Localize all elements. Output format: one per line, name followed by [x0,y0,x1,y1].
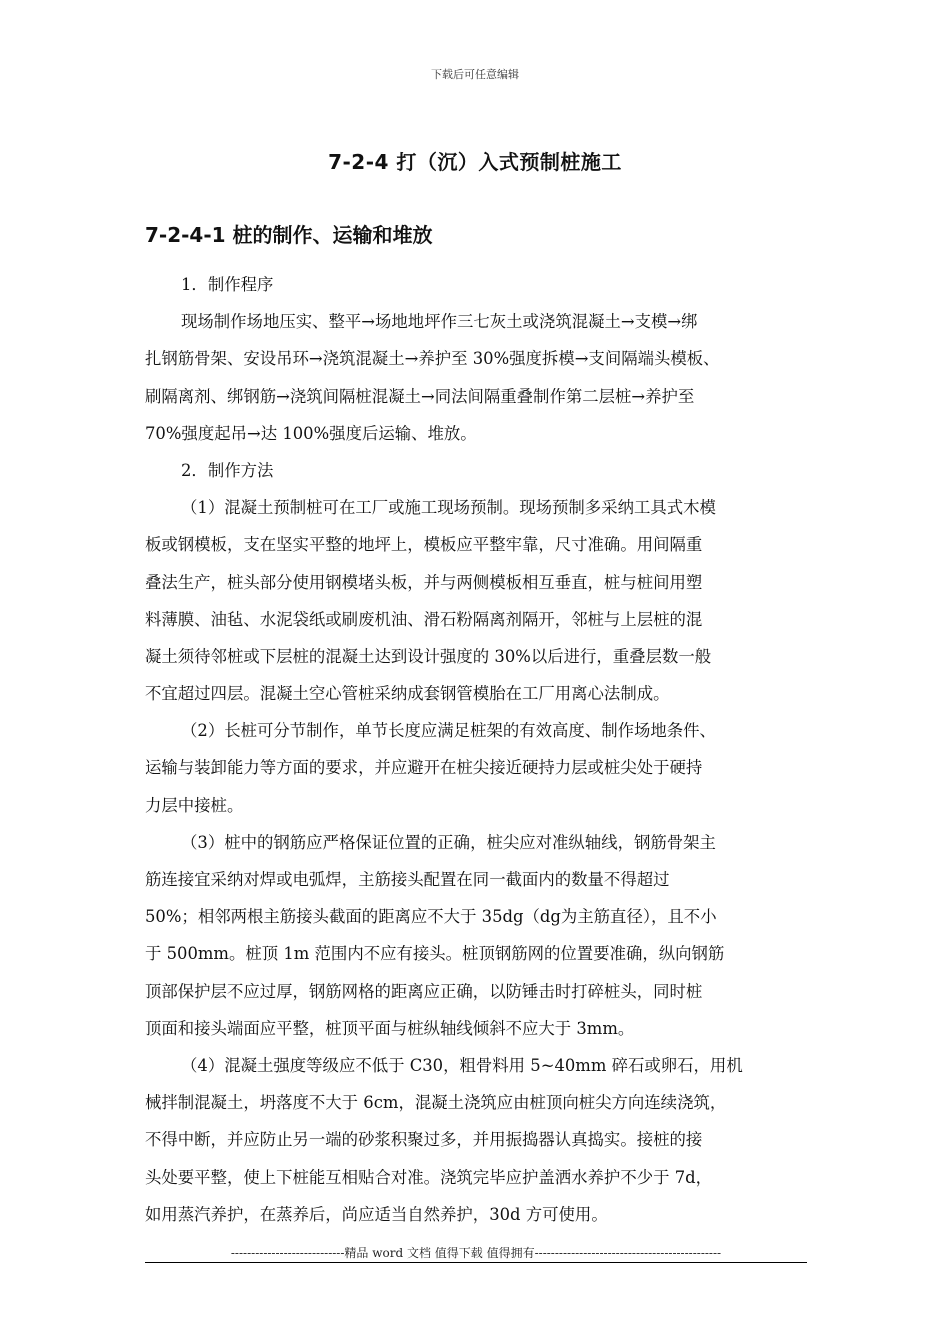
paragraph-line: 力层中接桩。 [145,795,244,815]
paragraph-line: 叠法生产，桩头部分使用钢模堵头板，并与两侧模板相互垂直，桩与桩间用塑 [145,572,703,592]
document-body [145,266,807,1233]
paragraph-line: 不宜超过四层。混凝土空心管桩采纳成套钢管模胎在工厂用离心法制成。 [145,684,670,704]
page-footer: ----------------------------精品 word 文档 值得下载 值得拥有---------------------------------------------- [230,1246,722,1260]
paragraph-line: 运输与装卸能力等方面的要求，并应避开在桩尖接近硬持力层或桩尖处于硬持 [145,758,703,778]
paragraph-line: 不得中断，并应防止另一端的砂浆积聚过多，并用振捣器认真捣实。接桩的接 [145,1130,703,1150]
paragraph-line: 顶部保护层不应过厚，钢筋网格的距离应正确，以防锤击时打碎桩头，同时桩 [145,981,703,1001]
page-title: 7-2-4 打（沉）入式预制桩施工 [328,150,622,174]
paragraph-line: （1）混凝土预制桩可在工厂或施工现场预制。现场预制多采纳工具式木模 [181,498,716,518]
section-heading: 7-2-4-1 桩的制作、运输和堆放 [145,223,433,247]
paragraph-line: 筋连接宜采纳对焊或电弧焊，主筋接头配置在同一截面内的数量不得超过 [145,870,670,889]
paragraph-line: 现场制作场地压实、整平→场地地坪作三七灰土或浇筑混凝土→支模→绑 [181,312,698,332]
paragraph-line: 刷隔离剂、绑钢筋→浇筑间隔桩混凝土→同法间隔重叠制作第二层桩→养护至 [145,386,695,406]
paragraph-line: 料薄膜、油毡、水泥袋纸或刷废机油、滑石粉隔离剂隔开，邻桩与上层桩的混 [145,609,703,629]
paragraph-line: 扎钢筋骨架、安设吊环→浇筑混凝土→养护至 30%强度拆模→支间隔端头模板、 [145,349,720,369]
page-header: 下载后可任意编辑 [431,68,519,81]
paragraph-line: 顶面和接头端面应平整，桩顶平面与桩纵轴线倾斜不应大于 3mm。 [145,1018,635,1038]
paragraph-line: 如用蒸汽养护，在蒸养后，尚应适当自然养护，30d 方可使用。 [145,1204,608,1224]
paragraph-line: （3）桩中的钢筋应严格保证位置的正确，桩尖应对准纵轴线，钢筋骨架主 [181,832,716,852]
paragraph-line: （4）混凝土强度等级应不低于 C30，粗骨料用 5~40mm 碎石或卵石，用机 [181,1055,743,1075]
paragraph-line: 50%；相邻两根主筋接头截面的距离应不大于 35dg（dg为主筋直径），且不小 [145,907,717,927]
paragraph-line: 凝土须待邻桩或下层桩的混凝土达到设计强度的 30%以后进行，重叠层数一般 [145,646,712,666]
paragraph-line: 于 500mm。桩顶 1m 范围内不应有接头。桩顶钢筋网的位置要准确，纵向钢筋 [145,944,725,964]
paragraph-line: 板或钢模板，支在坚实平整的地坪上，模板应平整牢靠，尺寸准确。用间隔重 [145,535,703,555]
paragraph-line: 头处要平整，使上下桩能互相贴合对准。浇筑完毕应护盖洒水养护不少于 7d， [145,1167,713,1187]
subheading-production-procedure: 1．制作程序 [181,275,274,294]
paragraph-line: 械拌制混凝土，坍落度不大于 6cm，混凝土浇筑应由桩顶向桩尖方向连续浇筑， [145,1093,727,1113]
footer-rule [145,1262,807,1263]
paragraph-line: （2）长桩可分节制作，单节长度应满足桩架的有效高度、制作场地条件、 [181,721,716,741]
paragraph-line: 70%强度起吊→达 100%强度后运输、堆放。 [145,423,477,443]
subheading-production-method: 2．制作方法 [181,460,274,480]
